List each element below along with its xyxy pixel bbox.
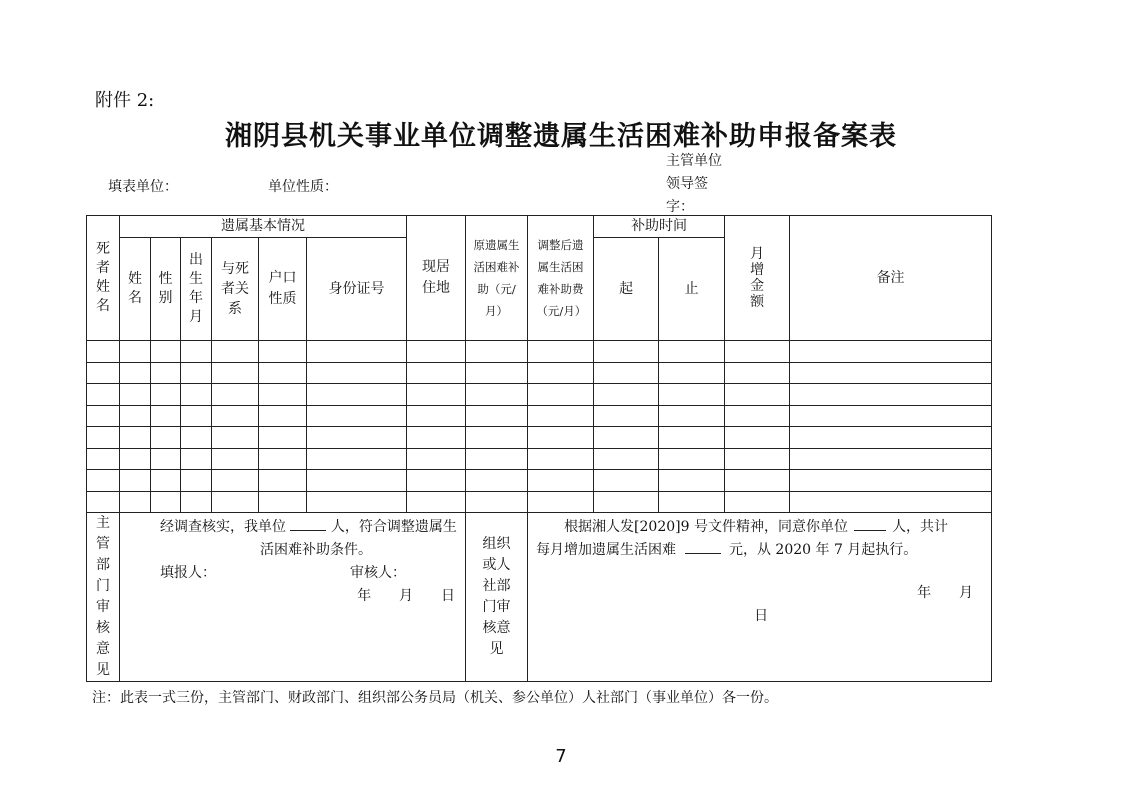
- monthly-increase-header: 月增金额: [725, 216, 790, 341]
- org-line2-a: 每月增加遗属生活困难: [536, 542, 677, 558]
- report-table: [86, 215, 992, 682]
- org-date-d: 日: [754, 608, 769, 624]
- gender-header: 性别: [151, 238, 181, 341]
- supervisor-sign-label: 主管单位领导签字：: [666, 153, 722, 215]
- id-number-header: 身份证号: [307, 238, 407, 341]
- dept-date: 年 月 日: [357, 588, 456, 604]
- table-row: [87, 470, 992, 492]
- end-header: 止: [659, 238, 725, 341]
- remarks-header: 备注: [790, 216, 992, 341]
- page-title: 湘阴县机关事业单位调整遗属生活困难补助申报备案表: [225, 121, 897, 152]
- table-row: [87, 384, 992, 406]
- adjusted-subsidy-header: 调整后遗属生活困难补助费（元/月）: [528, 216, 594, 341]
- table-row: [87, 427, 992, 449]
- org-opinion-label: 组织或人社部门审核意见: [466, 513, 528, 682]
- table-row: [87, 405, 992, 427]
- attachment-label: 附件 2:: [95, 90, 155, 111]
- dept-opinion-label: 主管部门审核意见: [87, 513, 120, 682]
- org-line1-b: 人，共计: [891, 519, 948, 535]
- table-row: [87, 448, 992, 470]
- dept-line1-a: 经调查核实，我单位: [160, 519, 286, 535]
- org-opinion-cell: [528, 513, 992, 682]
- birth-header: 出生年月: [181, 238, 212, 341]
- org-date-ym: 年 月: [917, 585, 974, 601]
- hukou-header: 户口性质: [259, 238, 307, 341]
- fill-unit-label: 填表单位：: [108, 179, 178, 195]
- filler-label: 填报人：: [160, 565, 216, 581]
- org-line2-b: 元，从 2020 年 7 月起执行。: [728, 542, 918, 558]
- start-header: 起: [594, 238, 659, 341]
- basic-info-header: 遗属基本情况: [120, 216, 407, 238]
- dept-line2: 活困难补助条件。: [260, 542, 372, 558]
- table-row: [87, 362, 992, 384]
- table-row: [87, 341, 992, 363]
- table-row: [87, 491, 992, 513]
- dept-line1-b: 人，符合调整遗属生: [330, 519, 457, 535]
- page-number: 7: [555, 746, 567, 767]
- dept-opinion-cell: [120, 513, 466, 682]
- unit-nature-label: 单位性质：: [268, 179, 338, 195]
- reviewer-label: 审核人：: [350, 565, 406, 581]
- deceased-name-header: 死者姓名: [87, 216, 120, 341]
- subsidy-period-header: 补助时间: [594, 216, 725, 238]
- original-subsidy-header: 原遗属生活困难补助（元/月）: [466, 216, 528, 341]
- name-header: 姓名: [120, 238, 151, 341]
- address-header: 现居住地: [407, 216, 466, 341]
- org-line1-a: 根据湘人发[2020]9 号文件精神，同意你单位: [564, 519, 848, 535]
- relation-header: 与死者关系: [212, 238, 259, 341]
- footnote: 注：此表一式三份，主管部门、财政部门、组织部公务员局（机关、参公单位）人社部门（事业单位）各一份。: [92, 690, 778, 706]
